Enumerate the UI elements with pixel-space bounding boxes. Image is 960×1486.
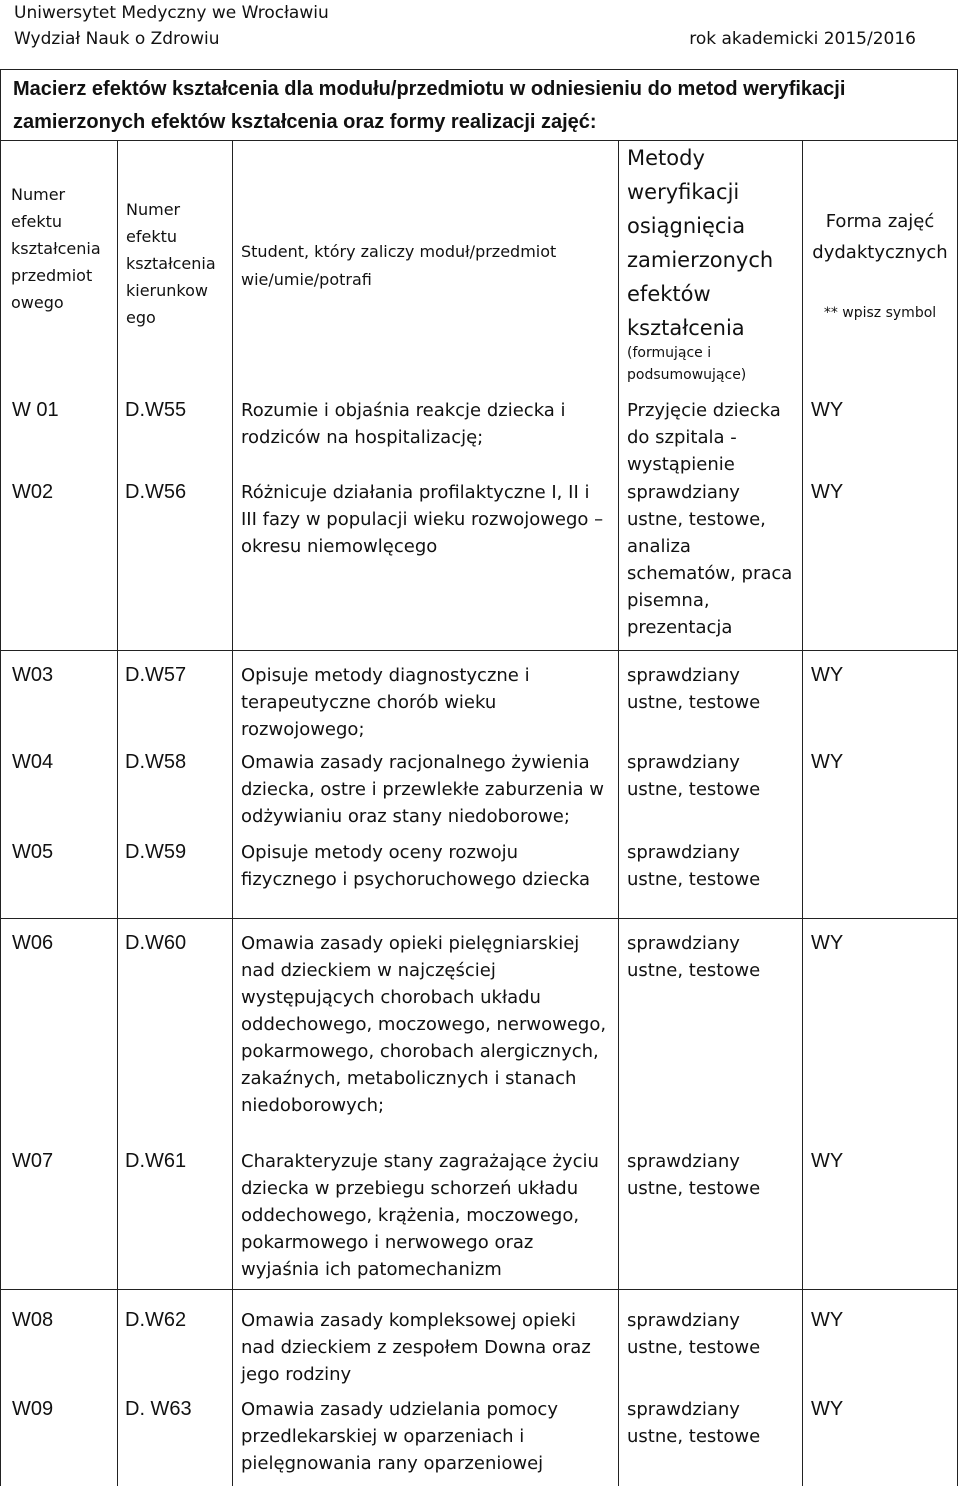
subject-effect-code: W09: [12, 1398, 54, 1420]
verification-method: sprawdziany ustne, testowe: [627, 1151, 761, 1199]
column-divider: [117, 140, 118, 1486]
verification-method: sprawdziany ustne, testowe: [627, 1310, 761, 1358]
title-divider: [1, 140, 957, 141]
header-subject-effect-number: Numer efektu kształcenia przedmiot owego: [11, 185, 101, 312]
class-form-symbol: WY: [811, 1398, 844, 1420]
field-effect-code: D.W56: [125, 481, 187, 503]
document-title: Macierz efektów kształcenia dla modułu/przedmiotu w odniesieniu do metod weryfikacji zamierzonych efektów kształcenia oraz formy realizacji zajęć:: [13, 78, 846, 133]
subject-effect-code: W03: [12, 664, 54, 686]
faculty-name: Wydział Nauk o Zdrowiu: [14, 29, 220, 49]
academic-year: rok akademicki 2015/2016: [689, 29, 916, 49]
row-divider: [1, 650, 957, 651]
field-effect-code: D.W57: [125, 664, 187, 686]
column-divider: [618, 140, 619, 1486]
class-form-symbol: WY: [811, 664, 844, 686]
header-verification-methods: Metody weryfikacji osiągnięcia zamierzonych efektów kształcenia: [627, 146, 774, 340]
field-effect-code: D.W55: [125, 399, 187, 421]
field-effect-code: D.W60: [125, 932, 187, 954]
subject-effect-code: W06: [12, 932, 54, 954]
column-divider: [802, 140, 803, 1486]
field-effect-code: D.W62: [125, 1309, 187, 1331]
verification-method: sprawdziany ustne, testowe: [627, 752, 761, 800]
class-form-symbol: WY: [811, 751, 844, 773]
student-outcome: Opisuje metody diagnostyczne i terapeutyczne chorób wieku rozwojowego;: [241, 665, 530, 740]
university-name: Uniwersytet Medyczny we Wrocławiu: [14, 3, 329, 23]
header-field-effect-number: Numer efektu kształcenia kierunkow ego: [126, 200, 216, 327]
student-outcome: Omawia zasady racjonalnego żywienia dziecka, ostre i przewlekłe zaburzenia w odżywianiu oraz stany niedoborowe;: [241, 752, 604, 827]
subject-effect-code: W04: [12, 751, 54, 773]
student-outcome: Charakteryzuje stany zagrażające życiu dziecka w przebiegu schorzeń układu oddechowego, krążenia, moczowego, pokarmowego i nerwowego oraz wyjaśnia ich patomechanizm: [241, 1151, 599, 1280]
verification-method: sprawdziany ustne, testowe, analiza schematów, praca pisemna, prezentacja: [627, 482, 793, 638]
class-form-symbol: WY: [811, 1150, 844, 1172]
page-header: [0, 0, 960, 54]
student-outcome: Opisuje metody oceny rozwoju fizycznego i psychoruchowego dziecka: [241, 842, 590, 890]
student-outcome: Różnicuje działania profilaktyczne I, II i III fazy w populacji wieku rozwojowego – okresu niemowlęcego: [241, 482, 604, 557]
row-divider: [1, 918, 957, 919]
verification-method: sprawdziany ustne, testowe: [627, 665, 761, 713]
field-effect-code: D. W63: [125, 1398, 192, 1420]
field-effect-code: D.W58: [125, 751, 187, 773]
subject-effect-code: W05: [12, 841, 54, 863]
verification-method: sprawdziany ustne, testowe: [627, 842, 761, 890]
student-outcome: Rozumie i objaśnia reakcje dziecka i rodziców na hospitalizację;: [241, 400, 566, 448]
class-form-symbol: WY: [811, 399, 844, 421]
field-effect-code: D.W61: [125, 1150, 187, 1172]
class-form-symbol: WY: [811, 1309, 844, 1331]
header-verification-methods-note: (formujące i podsumowujące): [627, 345, 747, 383]
class-form-symbol: WY: [811, 932, 844, 954]
verification-method: Przyjęcie dziecka do szpitala - wystąpienie: [627, 400, 781, 475]
class-form-symbol: WY: [811, 481, 844, 503]
student-outcome: Omawia zasady opieki pielęgniarskiej nad dzieckiem w najczęściej występujących chorobach układu oddechowego, moczowego, nerwowego, pokarmowego, chorobach alergicznych, zakaźnych, metabolicznych i stanach niedoborowych;: [241, 933, 607, 1116]
header-student-outcome: Student, który zaliczy moduł/przedmiot wie/umie/potrafi: [241, 242, 557, 289]
header-class-form-note: ** wpisz symbol: [823, 305, 937, 321]
subject-effect-code: W 01: [12, 399, 59, 421]
field-effect-code: D.W59: [125, 841, 187, 863]
verification-method: sprawdziany ustne, testowe: [627, 933, 761, 981]
student-outcome: Omawia zasady kompleksowej opieki nad dzieckiem z zespołem Downa oraz jego rodziny: [241, 1310, 591, 1385]
subject-effect-code: W08: [12, 1309, 54, 1331]
effects-matrix-table: [0, 69, 958, 1486]
row-divider: [1, 1289, 957, 1290]
header-class-form: Forma zajęć dydaktycznych: [812, 211, 948, 263]
column-divider: [232, 140, 233, 1486]
subject-effect-code: W02: [12, 481, 54, 503]
student-outcome: Omawia zasady udzielania pomocy przedlekarskiej w oparzeniach i pielęgnowania rany oparzeniowej: [241, 1399, 558, 1474]
verification-method: sprawdziany ustne, testowe: [627, 1399, 761, 1447]
subject-effect-code: W07: [12, 1150, 54, 1172]
